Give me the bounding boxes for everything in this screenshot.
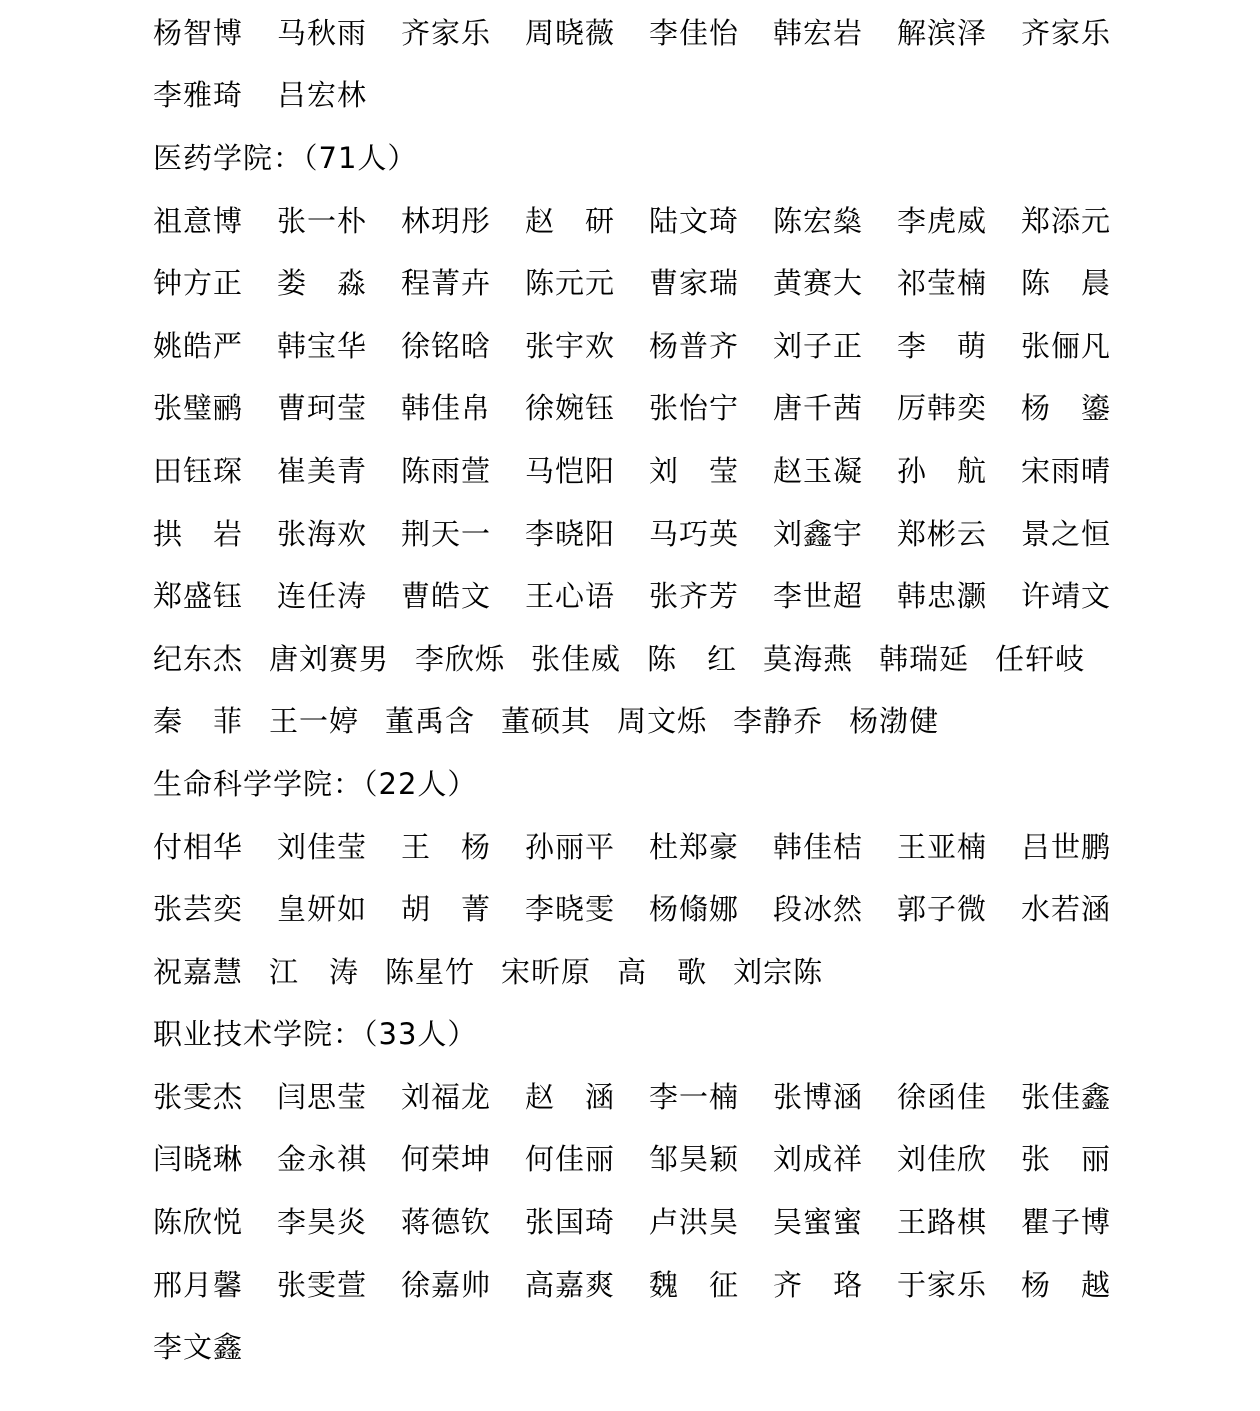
name-row xyxy=(153,814,1111,877)
name-list-document xyxy=(153,0,1111,1377)
person-name: 杨 智 博 xyxy=(153,15,244,50)
person-name: 张 芸 奕 xyxy=(153,892,244,927)
person-name: 李静乔 xyxy=(733,704,824,739)
person-name: 任轩岐 xyxy=(995,641,1086,676)
person-name: 李 晓 雯 xyxy=(525,892,616,927)
person-name: 马 巧 英 xyxy=(649,516,740,551)
person-name: 魏 征 xyxy=(649,1267,739,1302)
person-name: 段 冰 然 xyxy=(773,892,864,927)
person-name: 王 杨 xyxy=(401,829,491,864)
person-name: 李 雅 琦 xyxy=(153,78,244,113)
person-name: 刘 佳 莹 xyxy=(277,829,368,864)
person-name: 齐 家 乐 xyxy=(1021,15,1112,50)
person-name: 郑 添 元 xyxy=(1021,203,1112,238)
person-name: 解 滨 泽 xyxy=(897,15,988,50)
person-name: 杨 翛 娜 xyxy=(649,892,740,927)
college-heading: 医药学院：（71人） xyxy=(153,140,418,175)
person-name: 李 文 鑫 xyxy=(153,1330,244,1365)
person-name: 张 俪 凡 xyxy=(1021,328,1112,363)
person-name: 崔 美 青 xyxy=(277,453,368,488)
person-name: 张 雯 萱 xyxy=(277,1267,368,1302)
person-name: 王 亚 楠 xyxy=(897,829,988,864)
person-name: 郭 子 微 xyxy=(897,892,988,927)
name-row xyxy=(153,689,1111,752)
person-name: 张 齐 芳 xyxy=(649,579,740,614)
person-name: 杨渤健 xyxy=(849,704,940,739)
person-name: 张 佳 鑫 xyxy=(1021,1079,1112,1114)
person-name: 邢 月 馨 xyxy=(153,1267,244,1302)
college-heading: 生命科学学院：（22人） xyxy=(153,766,478,801)
person-name: 董禹含 xyxy=(385,704,476,739)
person-name: 杜 郑 豪 xyxy=(649,829,740,864)
person-name: 孙 丽 平 xyxy=(525,829,616,864)
person-name: 宋 雨 晴 xyxy=(1021,453,1112,488)
name-row xyxy=(153,250,1111,313)
person-name: 张 一 朴 xyxy=(277,203,368,238)
person-name: 陈 宏 燊 xyxy=(773,203,864,238)
person-name: 齐 珞 xyxy=(773,1267,863,1302)
person-name: 曹 家 瑞 xyxy=(649,266,740,301)
person-name: 景 之 恒 xyxy=(1021,516,1112,551)
person-name: 水 若 涵 xyxy=(1021,892,1112,927)
person-name: 韩 宝 华 xyxy=(277,328,368,363)
person-name: 李 昊 炎 xyxy=(277,1205,368,1240)
name-row xyxy=(153,1127,1111,1190)
person-name: 瞿 子 博 xyxy=(1021,1205,1112,1240)
person-name: 王 路 棋 xyxy=(897,1205,988,1240)
person-name: 刘 佳 欣 xyxy=(897,1142,988,1177)
person-name: 刘宗陈 xyxy=(733,954,824,989)
name-row xyxy=(153,0,1111,63)
person-name: 闫 晓 琳 xyxy=(153,1142,244,1177)
person-name: 江 涛 xyxy=(269,954,360,989)
person-name: 徐 婉 钰 xyxy=(525,391,616,426)
person-name: 程 菁 卉 xyxy=(401,266,492,301)
person-name: 黄 赛 大 xyxy=(773,266,864,301)
college-heading: 职业技术学院：（33人） xyxy=(153,1017,478,1052)
person-name: 于 家 乐 xyxy=(897,1267,988,1302)
person-name: 刘 福 龙 xyxy=(401,1079,492,1114)
person-name: 赵 涵 xyxy=(525,1079,615,1114)
person-name: 陈 红 xyxy=(647,641,738,676)
person-name: 刘 莹 xyxy=(649,453,739,488)
person-name: 李 虎 威 xyxy=(897,203,988,238)
person-name: 董硕其 xyxy=(501,704,592,739)
person-name: 荆 天 一 xyxy=(401,516,492,551)
name-row xyxy=(153,563,1111,626)
person-name: 赵 玉 凝 xyxy=(773,453,864,488)
person-name: 杨 普 齐 xyxy=(649,328,740,363)
person-name: 田 钰 琛 xyxy=(153,453,244,488)
person-name: 娄 淼 xyxy=(277,266,367,301)
name-row xyxy=(153,939,1111,1002)
name-row xyxy=(153,376,1111,439)
person-name: 马 恺 阳 xyxy=(525,453,616,488)
person-name: 杨 鎏 xyxy=(1021,391,1111,426)
person-name: 钟 方 正 xyxy=(153,266,244,301)
name-row xyxy=(153,1252,1111,1315)
name-row xyxy=(153,1314,1111,1377)
person-name: 张 博 涵 xyxy=(773,1079,864,1114)
person-name: 陈 元 元 xyxy=(525,266,616,301)
name-row xyxy=(153,876,1111,939)
person-name: 陈 晨 xyxy=(1021,266,1111,301)
person-name: 徐 嘉 帅 xyxy=(401,1267,492,1302)
person-name: 祝嘉慧 xyxy=(153,954,244,989)
person-name: 张 璧 鹂 xyxy=(153,391,244,426)
person-name: 胡 菁 xyxy=(401,892,491,927)
person-name: 许 靖 文 xyxy=(1021,579,1112,614)
person-name: 陈星竹 xyxy=(385,954,476,989)
person-name: 周 晓 薇 xyxy=(525,15,616,50)
person-name: 王 心 语 xyxy=(525,579,616,614)
person-name: 吕 宏 林 xyxy=(277,78,368,113)
name-row xyxy=(153,63,1111,126)
person-name: 王一婷 xyxy=(269,704,360,739)
person-name: 厉 韩 奕 xyxy=(897,391,988,426)
person-name: 齐 家 乐 xyxy=(401,15,492,50)
person-name: 李 萌 xyxy=(897,328,987,363)
person-name: 唐刘赛男 xyxy=(269,641,390,676)
name-row xyxy=(153,1189,1111,1252)
person-name: 李欣烁 xyxy=(415,641,506,676)
person-name: 徐 函 佳 xyxy=(897,1079,988,1114)
person-name: 韩 佳 桔 xyxy=(773,829,864,864)
person-name: 何 荣 坤 xyxy=(401,1142,492,1177)
person-name: 唐 千 茜 xyxy=(773,391,864,426)
person-name: 韩 忠 灏 xyxy=(897,579,988,614)
name-row xyxy=(153,1064,1111,1127)
person-name: 皇 妍 如 xyxy=(277,892,368,927)
person-name: 杨 越 xyxy=(1021,1267,1111,1302)
person-name: 宋昕原 xyxy=(501,954,592,989)
person-name: 邹 昊 颖 xyxy=(649,1142,740,1177)
name-row xyxy=(153,188,1111,251)
person-name: 张佳威 xyxy=(531,641,622,676)
person-name: 张 丽 xyxy=(1021,1142,1111,1177)
person-name: 刘 子 正 xyxy=(773,328,864,363)
person-name: 曹 珂 莹 xyxy=(277,391,368,426)
person-name: 陆 文 琦 xyxy=(649,203,740,238)
person-name: 马 秋 雨 xyxy=(277,15,368,50)
name-row xyxy=(153,313,1111,376)
person-name: 周文烁 xyxy=(617,704,708,739)
person-name: 李 晓 阳 xyxy=(525,516,616,551)
person-name: 蒋 德 钦 xyxy=(401,1205,492,1240)
person-name: 莫海燕 xyxy=(763,641,854,676)
name-row xyxy=(153,501,1111,564)
person-name: 付 相 华 xyxy=(153,829,244,864)
person-name: 陈 欣 悦 xyxy=(153,1205,244,1240)
person-name: 纪东杰 xyxy=(153,641,244,676)
person-name: 赵 研 xyxy=(525,203,615,238)
person-name: 郑 盛 钰 xyxy=(153,579,244,614)
person-name: 刘 成 祥 xyxy=(773,1142,864,1177)
person-name: 陈 雨 萱 xyxy=(401,453,492,488)
person-name: 拱 岩 xyxy=(153,516,243,551)
person-name: 金 永 祺 xyxy=(277,1142,368,1177)
person-name: 韩 宏 岩 xyxy=(773,15,864,50)
person-name: 姚 皓 严 xyxy=(153,328,244,363)
person-name: 张 宇 欢 xyxy=(525,328,616,363)
person-name: 孙 航 xyxy=(897,453,987,488)
person-name: 韩瑞延 xyxy=(879,641,970,676)
person-name: 卢 洪 昊 xyxy=(649,1205,740,1240)
person-name: 闫 思 莹 xyxy=(277,1079,368,1114)
person-name: 韩 佳 帛 xyxy=(401,391,492,426)
person-name: 吴 蜜 蜜 xyxy=(773,1205,864,1240)
person-name: 张 怡 宁 xyxy=(649,391,740,426)
person-name: 高 嘉 爽 xyxy=(525,1267,616,1302)
person-name: 吕 世 鹏 xyxy=(1021,829,1112,864)
person-name: 祖 意 博 xyxy=(153,203,244,238)
name-row xyxy=(153,438,1111,501)
person-name: 张 雯 杰 xyxy=(153,1079,244,1114)
person-name: 高 歌 xyxy=(617,954,708,989)
name-row xyxy=(153,626,1111,689)
person-name: 张 国 琦 xyxy=(525,1205,616,1240)
person-name: 祁 莹 楠 xyxy=(897,266,988,301)
person-name: 徐 铭 晗 xyxy=(401,328,492,363)
person-name: 李 佳 怡 xyxy=(649,15,740,50)
person-name: 李 世 超 xyxy=(773,579,864,614)
person-name: 刘 鑫 宇 xyxy=(773,516,864,551)
person-name: 林 玥 彤 xyxy=(401,203,492,238)
person-name: 连 任 涛 xyxy=(277,579,368,614)
person-name: 曹 皓 文 xyxy=(401,579,492,614)
person-name: 秦 菲 xyxy=(153,704,244,739)
person-name: 何 佳 丽 xyxy=(525,1142,616,1177)
person-name: 李 一 楠 xyxy=(649,1079,740,1114)
person-name: 郑 彬 云 xyxy=(897,516,988,551)
person-name: 张 海 欢 xyxy=(277,516,368,551)
